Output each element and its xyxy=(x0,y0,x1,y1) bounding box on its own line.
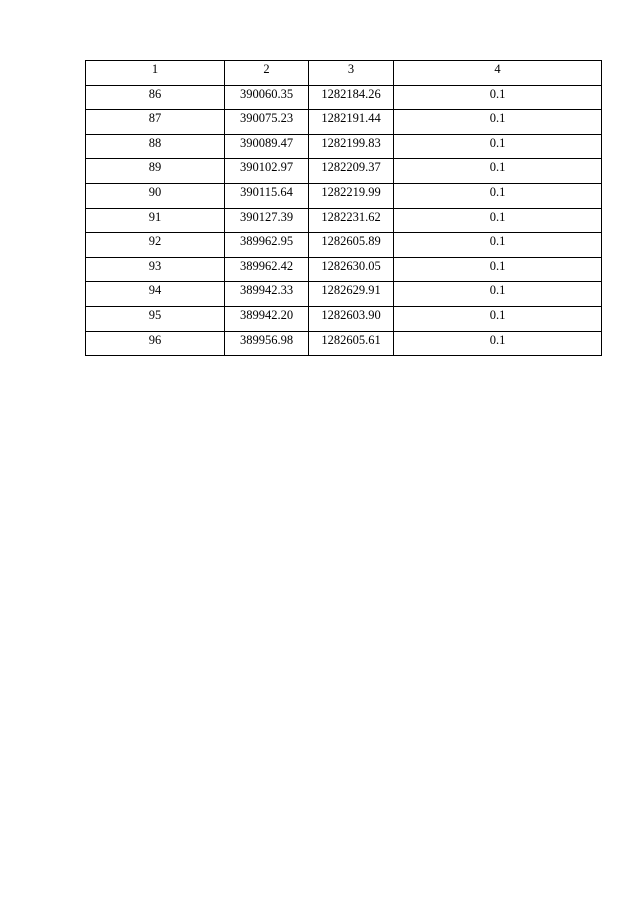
table-cell: 390089.47 xyxy=(225,134,309,159)
table-cell: 390127.39 xyxy=(225,208,309,233)
table-cell: 389962.42 xyxy=(225,257,309,282)
header-cell: 3 xyxy=(309,61,394,86)
table-cell: 1282209.37 xyxy=(309,159,394,184)
table-cell: 89 xyxy=(86,159,225,184)
table-cell: 95 xyxy=(86,306,225,331)
table-cell: 87 xyxy=(86,110,225,135)
table-cell: 86 xyxy=(86,85,225,110)
table-row xyxy=(86,233,602,258)
table-cell: 0.1 xyxy=(394,208,602,233)
table-cell: 1282231.62 xyxy=(309,208,394,233)
table-cell: 0.1 xyxy=(394,85,602,110)
table-cell: 88 xyxy=(86,134,225,159)
table-row xyxy=(86,306,602,331)
table-cell: 390075.23 xyxy=(225,110,309,135)
table-cell: 389942.33 xyxy=(225,282,309,307)
table-cell: 390060.35 xyxy=(225,85,309,110)
table-cell: 1282605.61 xyxy=(309,331,394,356)
table-cell: 1282191.44 xyxy=(309,110,394,135)
coordinates-table xyxy=(85,60,602,356)
table-row xyxy=(86,208,602,233)
table-cell: 389942.20 xyxy=(225,306,309,331)
table-cell: 1282630.05 xyxy=(309,257,394,282)
header-cell: 4 xyxy=(394,61,602,86)
table-body xyxy=(86,61,602,356)
table-cell: 1282184.26 xyxy=(309,85,394,110)
table-cell: 0.1 xyxy=(394,134,602,159)
table-cell: 93 xyxy=(86,257,225,282)
table-cell: 94 xyxy=(86,282,225,307)
table-cell: 0.1 xyxy=(394,331,602,356)
table-cell: 90 xyxy=(86,183,225,208)
header-cell: 2 xyxy=(225,61,309,86)
table-cell: 0.1 xyxy=(394,306,602,331)
table-row xyxy=(86,110,602,135)
table-cell: 1282199.83 xyxy=(309,134,394,159)
table-cell: 0.1 xyxy=(394,282,602,307)
table-cell: 1282605.89 xyxy=(309,233,394,258)
table-cell: 389956.98 xyxy=(225,331,309,356)
table-header-row xyxy=(86,61,602,86)
table-cell: 1282603.90 xyxy=(309,306,394,331)
table-cell: 92 xyxy=(86,233,225,258)
table-row xyxy=(86,183,602,208)
table-row xyxy=(86,257,602,282)
table-cell: 91 xyxy=(86,208,225,233)
table-row xyxy=(86,331,602,356)
table-row xyxy=(86,159,602,184)
table-row xyxy=(86,282,602,307)
table-cell: 0.1 xyxy=(394,257,602,282)
header-cell: 1 xyxy=(86,61,225,86)
table-cell: 96 xyxy=(86,331,225,356)
table-cell: 0.1 xyxy=(394,183,602,208)
table-row xyxy=(86,85,602,110)
table-cell: 389962.95 xyxy=(225,233,309,258)
table-cell: 390102.97 xyxy=(225,159,309,184)
table-cell: 0.1 xyxy=(394,110,602,135)
table-cell: 0.1 xyxy=(394,159,602,184)
table-cell: 1282219.99 xyxy=(309,183,394,208)
table-row xyxy=(86,134,602,159)
table-cell: 0.1 xyxy=(394,233,602,258)
table-cell: 390115.64 xyxy=(225,183,309,208)
table-cell: 1282629.91 xyxy=(309,282,394,307)
